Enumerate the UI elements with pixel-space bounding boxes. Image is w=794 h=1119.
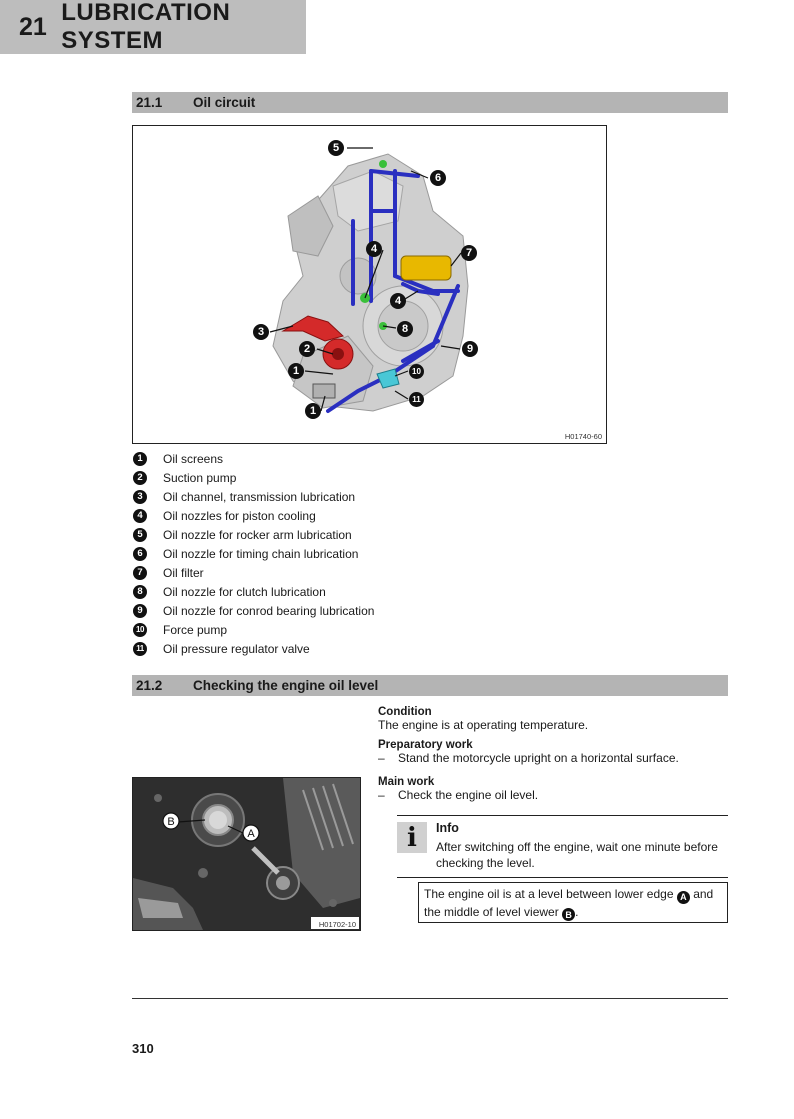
section-number: 21.1 xyxy=(136,95,163,110)
info-icon: i xyxy=(397,822,427,853)
legend-item xyxy=(133,525,533,544)
legend-badge: 1 xyxy=(133,452,147,466)
engine-illustration xyxy=(133,126,606,443)
result-text-2: and the middle of level viewer xyxy=(424,887,714,919)
footer-divider xyxy=(132,998,728,999)
condition-text: The engine is at operating temperature. xyxy=(378,718,589,732)
section-title: Oil circuit xyxy=(193,95,256,110)
callout-2: 2 xyxy=(299,341,315,357)
legend-badge: 8 xyxy=(133,585,147,599)
main-work-label: Main work xyxy=(378,776,435,788)
callout-4-upper: 4 xyxy=(366,241,382,257)
callout-7: 7 xyxy=(461,245,477,261)
section-heading-checking-oil-level xyxy=(132,675,728,696)
result-end: . xyxy=(575,904,579,919)
info-text: After switching off the engine, wait one minute before checking the level. xyxy=(436,840,718,870)
legend-text: Oil filter xyxy=(163,565,204,580)
legend-badge: 5 xyxy=(133,528,147,542)
legend-badge: 3 xyxy=(133,490,147,504)
legend-badge: 10 xyxy=(133,623,147,637)
legend-text: Oil pressure regulator valve xyxy=(163,641,310,656)
preparatory-step xyxy=(378,751,728,765)
legend-item xyxy=(133,506,533,525)
main-work-step xyxy=(378,788,728,802)
callout-11: 11 xyxy=(409,392,424,407)
step-dash: – xyxy=(378,751,385,765)
oil-level-photo xyxy=(133,778,360,930)
legend-text: Oil nozzle for clutch lubrication xyxy=(163,584,326,599)
badge-b: B xyxy=(562,908,575,921)
photo-label-a: A xyxy=(247,828,255,840)
section-title: Checking the engine oil level xyxy=(193,678,379,693)
main-work-block xyxy=(378,776,728,802)
callout-1-upper: 1 xyxy=(288,363,304,379)
step-text: Stand the motorcycle upright on a horizontal surface. xyxy=(398,751,679,765)
page-number: 310 xyxy=(132,1041,154,1056)
section-heading-oil-circuit xyxy=(132,92,728,113)
callout-8: 8 xyxy=(397,321,413,337)
legend-item xyxy=(133,601,533,620)
step-dash: – xyxy=(378,788,385,802)
info-box xyxy=(397,815,728,878)
legend-badge: 7 xyxy=(133,566,147,580)
callout-9: 9 xyxy=(462,341,478,357)
oil-circuit-figure xyxy=(132,125,607,444)
callout-10: 10 xyxy=(409,364,424,379)
legend-badge: 9 xyxy=(133,604,147,618)
condition-block xyxy=(378,706,728,732)
legend-text: Oil nozzles for piston cooling xyxy=(163,508,316,523)
chapter-header xyxy=(0,0,306,54)
legend-text: Oil screens xyxy=(163,451,224,466)
legend-item xyxy=(133,563,533,582)
photo-label-b: B xyxy=(167,816,175,828)
legend-item xyxy=(133,639,533,658)
legend-item xyxy=(133,620,533,639)
preparatory-label: Preparatory work xyxy=(378,739,473,751)
chapter-number: 21 xyxy=(19,12,47,41)
legend-text: Force pump xyxy=(163,622,228,637)
section-number: 21.2 xyxy=(136,678,163,693)
legend-text: Oil channel, transmission lubrication xyxy=(163,489,356,504)
legend-badge: 2 xyxy=(133,471,147,485)
info-title: Info xyxy=(436,821,459,835)
legend-text: Oil nozzle for rocker arm lubrication xyxy=(163,527,352,542)
callout-1-lower: 1 xyxy=(305,403,321,419)
legend-text: Oil nozzle for timing chain lubrication xyxy=(163,546,359,561)
chapter-title: LUBRICATION SYSTEM xyxy=(61,0,231,54)
legend-badge: 11 xyxy=(133,642,147,656)
callout-3: 3 xyxy=(253,324,269,340)
figure-id: H01740-60 xyxy=(564,432,602,441)
legend-item xyxy=(133,582,533,601)
legend-item xyxy=(133,449,533,468)
legend-item xyxy=(133,544,533,563)
legend-text: Suction pump xyxy=(163,470,237,485)
callout-6: 6 xyxy=(430,170,446,186)
condition-label: Condition xyxy=(378,706,432,718)
preparatory-work-block xyxy=(378,739,728,765)
legend-badge: 4 xyxy=(133,509,147,523)
result-box xyxy=(418,882,728,923)
step-text: Check the engine oil level. xyxy=(398,788,539,802)
legend-badge: 6 xyxy=(133,547,147,561)
figure-id: H01702-10 xyxy=(318,920,356,929)
legend-item xyxy=(133,468,533,487)
legend-item xyxy=(133,487,533,506)
callout-5: 5 xyxy=(328,140,344,156)
legend-text: Oil nozzle for conrod bearing lubrication xyxy=(163,603,375,618)
badge-a: A xyxy=(677,891,690,904)
result-text-1: The engine oil is at a level between lower edge xyxy=(424,887,674,901)
oil-level-figure xyxy=(132,777,361,931)
callout-4-lower: 4 xyxy=(390,293,406,309)
